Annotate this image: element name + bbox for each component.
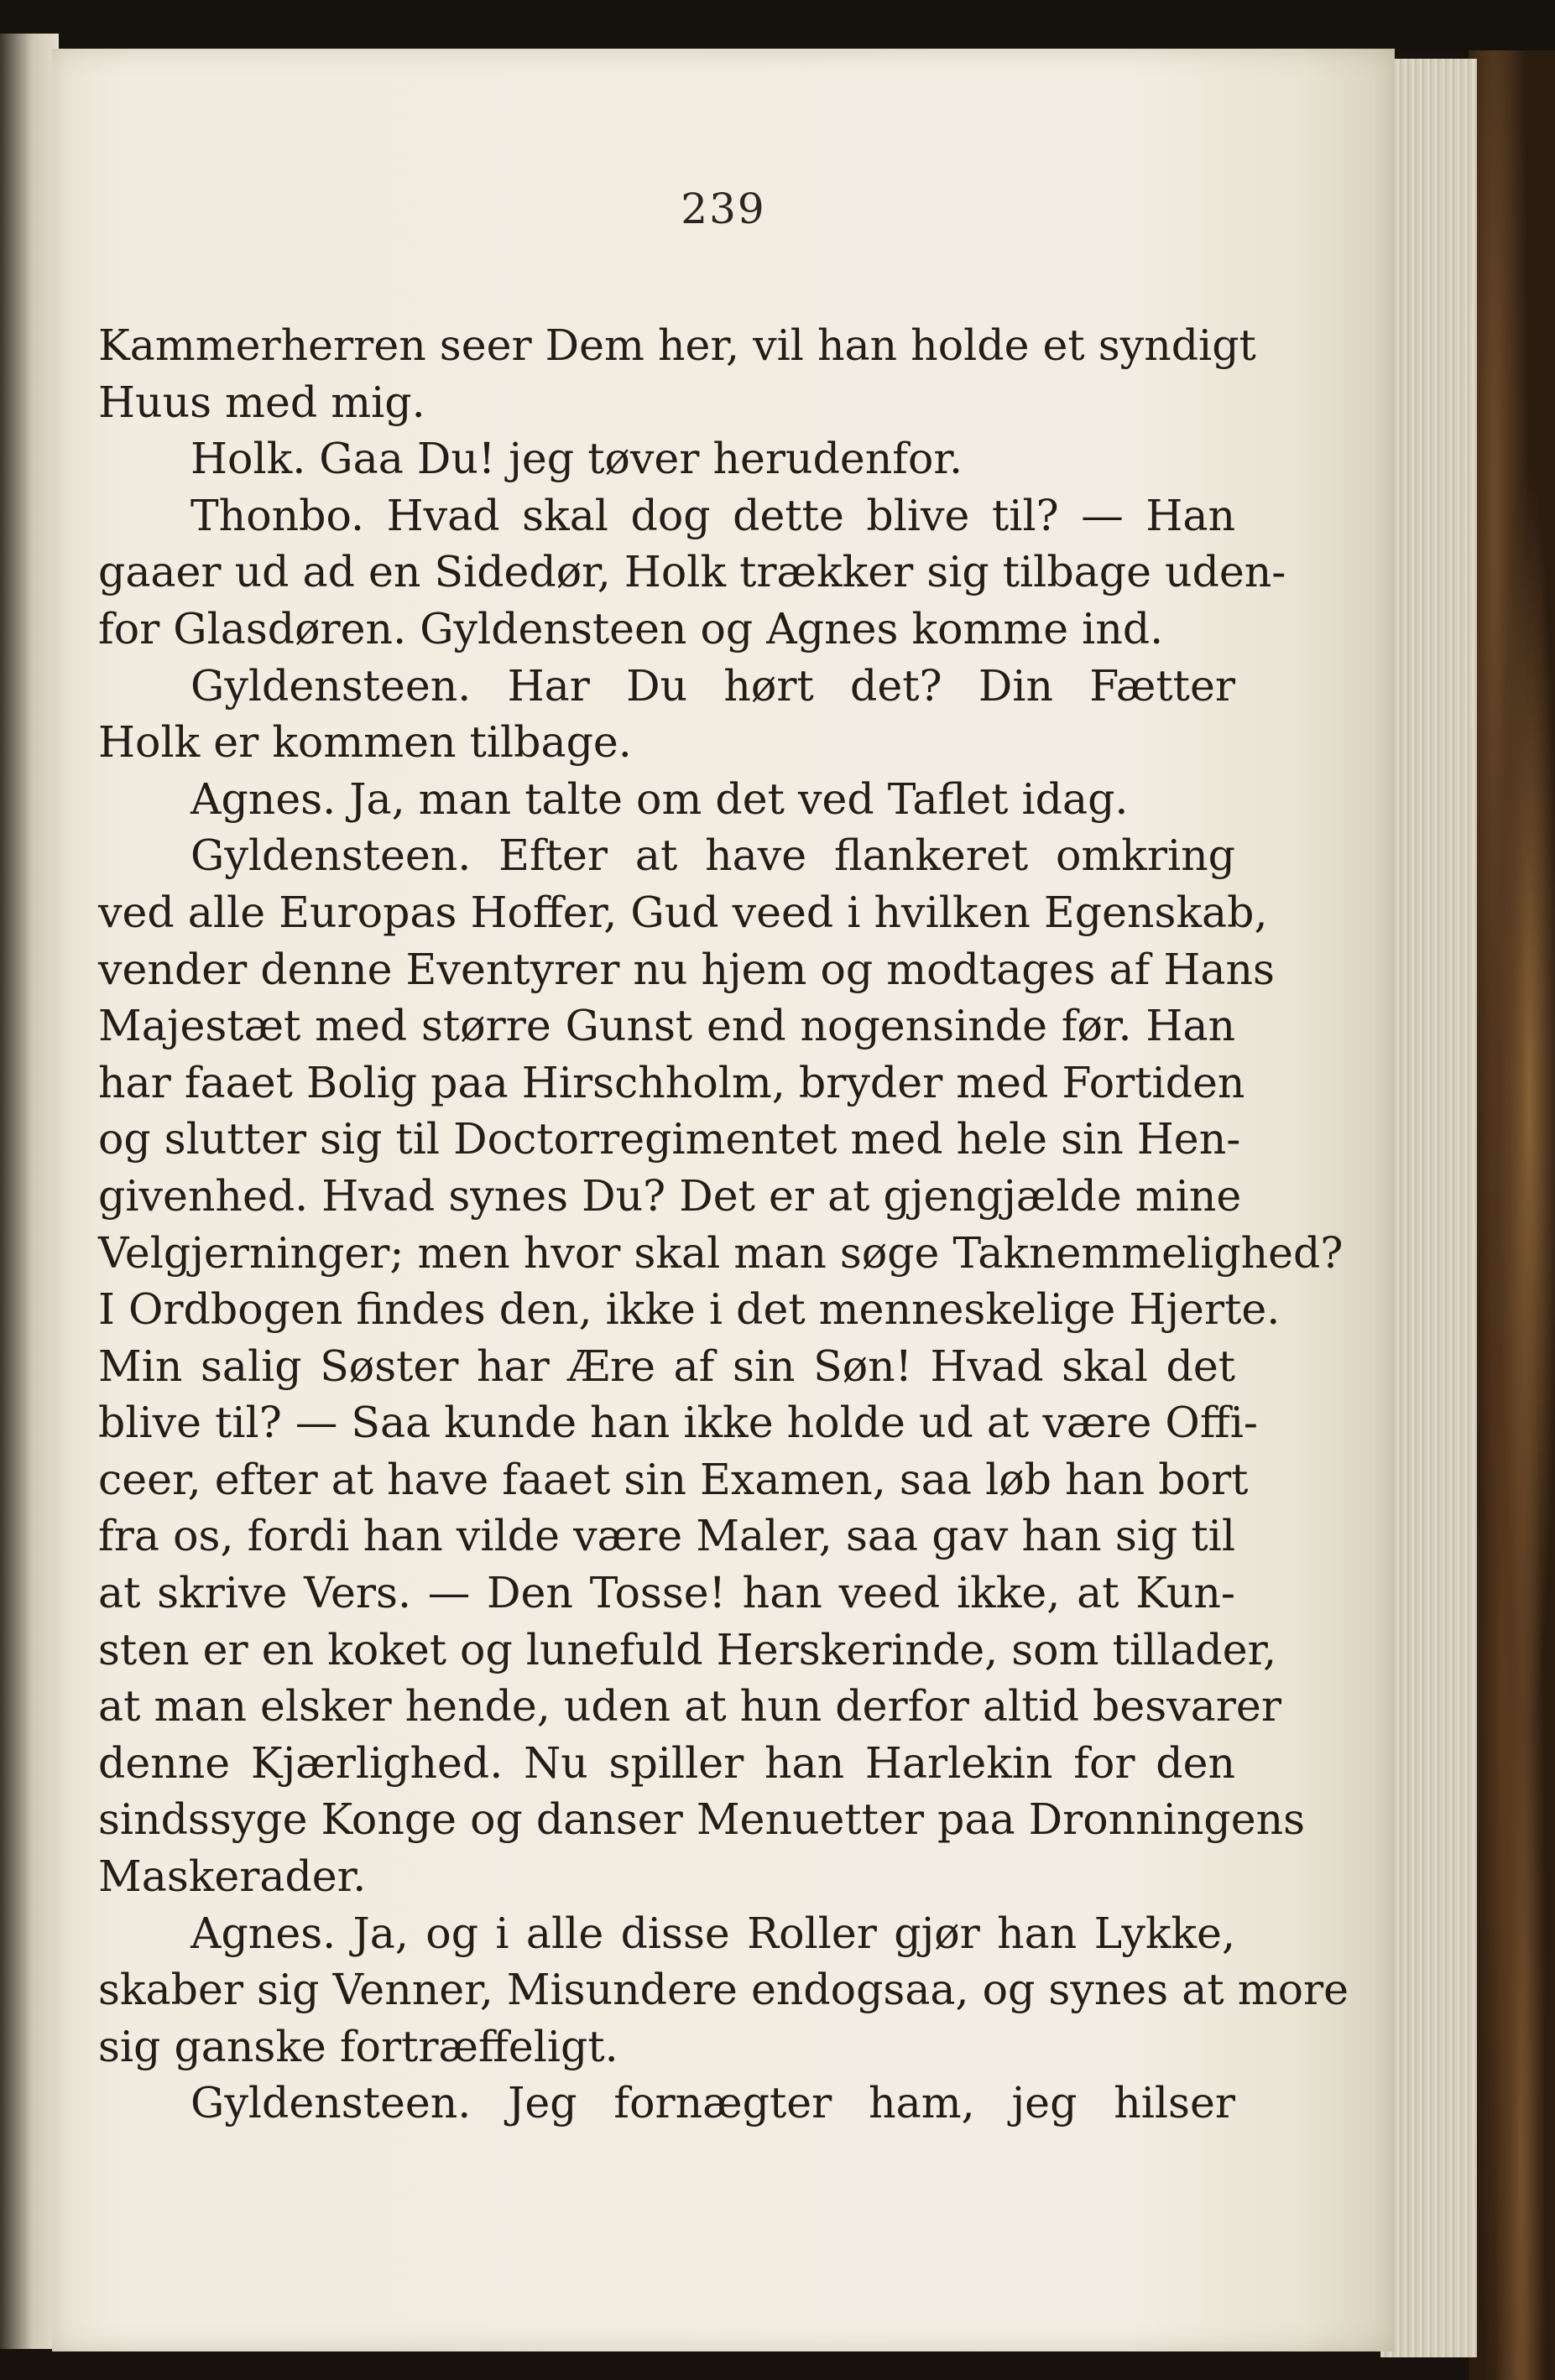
text-line: Thonbo. Hvad skal dog dette blive til? — Han — [190, 490, 1235, 540]
previous-page-edge — [0, 34, 59, 2349]
text-line: Agnes. Ja, man talte om det ved Taflet idag. — [190, 773, 1129, 824]
text-line: at skrive Vers. — Den Tosse! han veed ikke, at Kun- — [98, 1568, 1235, 1618]
text-line: I Ordbogen findes den, ikke i det menneskelige Hjerte. — [98, 1284, 1281, 1335]
text-line: sig ganske fortræffeligt. — [98, 2021, 618, 2071]
page-text — [98, 317, 1349, 2132]
text-line: Maskerader. — [98, 1851, 367, 1902]
text-line: sindssyge Konge og danser Menuetter paa Dronningens — [98, 1794, 1306, 1845]
text-line: skaber sig Venner, Misundere endogsaa, og synes at more — [98, 1965, 1349, 2015]
text-line: sten er en koket og lunefuld Herskerinde, som tillader, — [98, 1624, 1277, 1674]
text-line: Holk er kommen tilbage. — [98, 717, 632, 768]
scan-top-border — [0, 0, 1555, 52]
text-line: givenhed. Hvad synes Du? Det er at gjengjælde mine — [98, 1170, 1242, 1221]
text-line: at man elsker hende, uden at hun derfor altid besvarer — [98, 1681, 1281, 1732]
text-line: blive til? — Saa kunde han ikke holde ud at være Offi- — [98, 1398, 1258, 1448]
book-page — [52, 49, 1395, 2351]
text-line: for Glasdøren. Gyldensteen og Agnes komme ind. — [98, 603, 1164, 654]
text-line: Min salig Søster har Ære af sin Søn! Hvad skal det — [98, 1341, 1235, 1391]
text-line: fra os, fordi han vilde være Maler, saa gav han sig til — [98, 1511, 1235, 1561]
text-line: vender denne Eventyrer nu hjem og modtages af Hans — [98, 944, 1275, 994]
text-line: Agnes. Ja, og i alle disse Roller gjør han Lykke, — [190, 1908, 1235, 1958]
text-line: har faaet Bolig paa Hirschholm, bryder med Fortiden — [98, 1057, 1245, 1107]
page-edges — [1380, 59, 1477, 2357]
text-line: Kammerherren seer Dem her, vil han holde et syndigt — [98, 320, 1256, 370]
text-line: Gyldensteen. Har Du hørt det? Din Fætter — [190, 660, 1235, 711]
text-line: Gyldensteen. Jeg fornægter ham, jeg hilser — [190, 2078, 1235, 2128]
marbled-cover — [1469, 50, 1555, 2380]
text-line: Majestæt med større Gunst end nogensinde før. Han — [98, 1001, 1235, 1051]
page-number: 239 — [681, 185, 766, 233]
text-line: gaaer ud ad en Sidedør, Holk trækker sig tilbage uden- — [98, 547, 1286, 597]
text-line: ved alle Europas Hoffer, Gud veed i hvilken Egenskab, — [98, 887, 1268, 937]
text-line: Holk. Gaa Du! jeg tøver herudenfor. — [190, 434, 963, 484]
text-line: Huus med mig. — [98, 377, 425, 427]
text-line: denne Kjærlighed. Nu spiller han Harlekin for den — [98, 1737, 1235, 1788]
text-line: Velgjerninger; men hvor skal man søge Taknemmelighed? — [98, 1227, 1344, 1278]
text-line: ceer, efter at have faaet sin Examen, saa løb han bort — [98, 1454, 1249, 1504]
text-line: Gyldensteen. Efter at have flankeret omkring — [190, 831, 1235, 881]
text-line: og slutter sig til Doctorregimentet med hele sin Hen- — [98, 1114, 1241, 1164]
